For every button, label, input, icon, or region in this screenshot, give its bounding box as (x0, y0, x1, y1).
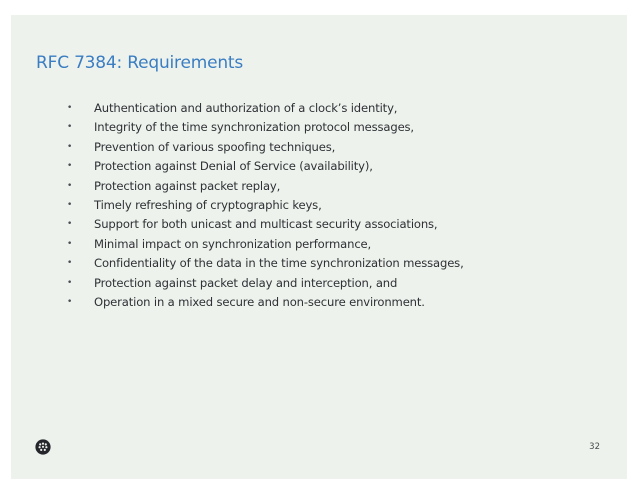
bullet-icon: • (67, 161, 73, 172)
list-item-text: Minimal impact on synchronization performance, (94, 236, 372, 251)
list-item (67, 215, 607, 234)
bullet-icon: • (67, 238, 73, 249)
list-item-text: Protection against Denial of Service (availability), (94, 159, 373, 174)
bullet-icon: • (67, 122, 73, 133)
list-item (67, 157, 607, 176)
list-item (67, 235, 607, 254)
bullet-icon: • (67, 103, 73, 113)
list-item-text: Protection against packet replay, (94, 178, 281, 193)
list-item (67, 99, 607, 118)
requirements-list (67, 99, 607, 312)
list-item (67, 254, 607, 273)
bullet-icon: • (67, 296, 73, 307)
list-item-text: Prevention of various spoofing techniques, (94, 139, 336, 154)
bullet-icon: • (67, 180, 73, 191)
list-item (67, 177, 607, 196)
bullet-icon: • (67, 258, 73, 269)
list-item (67, 196, 607, 215)
bullet-icon: • (67, 219, 73, 230)
list-item-text: Integrity of the time synchronization protocol messages, (94, 120, 414, 135)
list-item-text: Confidentiality of the data in the time synchronization messages, (94, 256, 464, 271)
juniper-logo-icon (35, 439, 51, 455)
bullet-icon: • (67, 277, 73, 288)
bullet-icon: • (67, 141, 73, 152)
page-number: 32 (589, 442, 600, 452)
slide-title: RFC 7384: Requirements (36, 53, 244, 73)
slide (11, 15, 627, 479)
list-item-text: Support for both unicast and multicast security associations, (94, 217, 438, 232)
list-item (67, 274, 607, 293)
list-item (67, 118, 607, 137)
list-item (67, 293, 607, 312)
list-item-text: Authentication and authorization of a clock’s identity, (94, 101, 398, 115)
list-item-text: Operation in a mixed secure and non-secure environment. (94, 294, 425, 309)
list-item-text: Timely refreshing of cryptographic keys, (94, 197, 322, 212)
list-item (67, 138, 607, 157)
list-item-text: Protection against packet delay and interception, and (94, 275, 398, 290)
bullet-icon: • (67, 199, 73, 210)
